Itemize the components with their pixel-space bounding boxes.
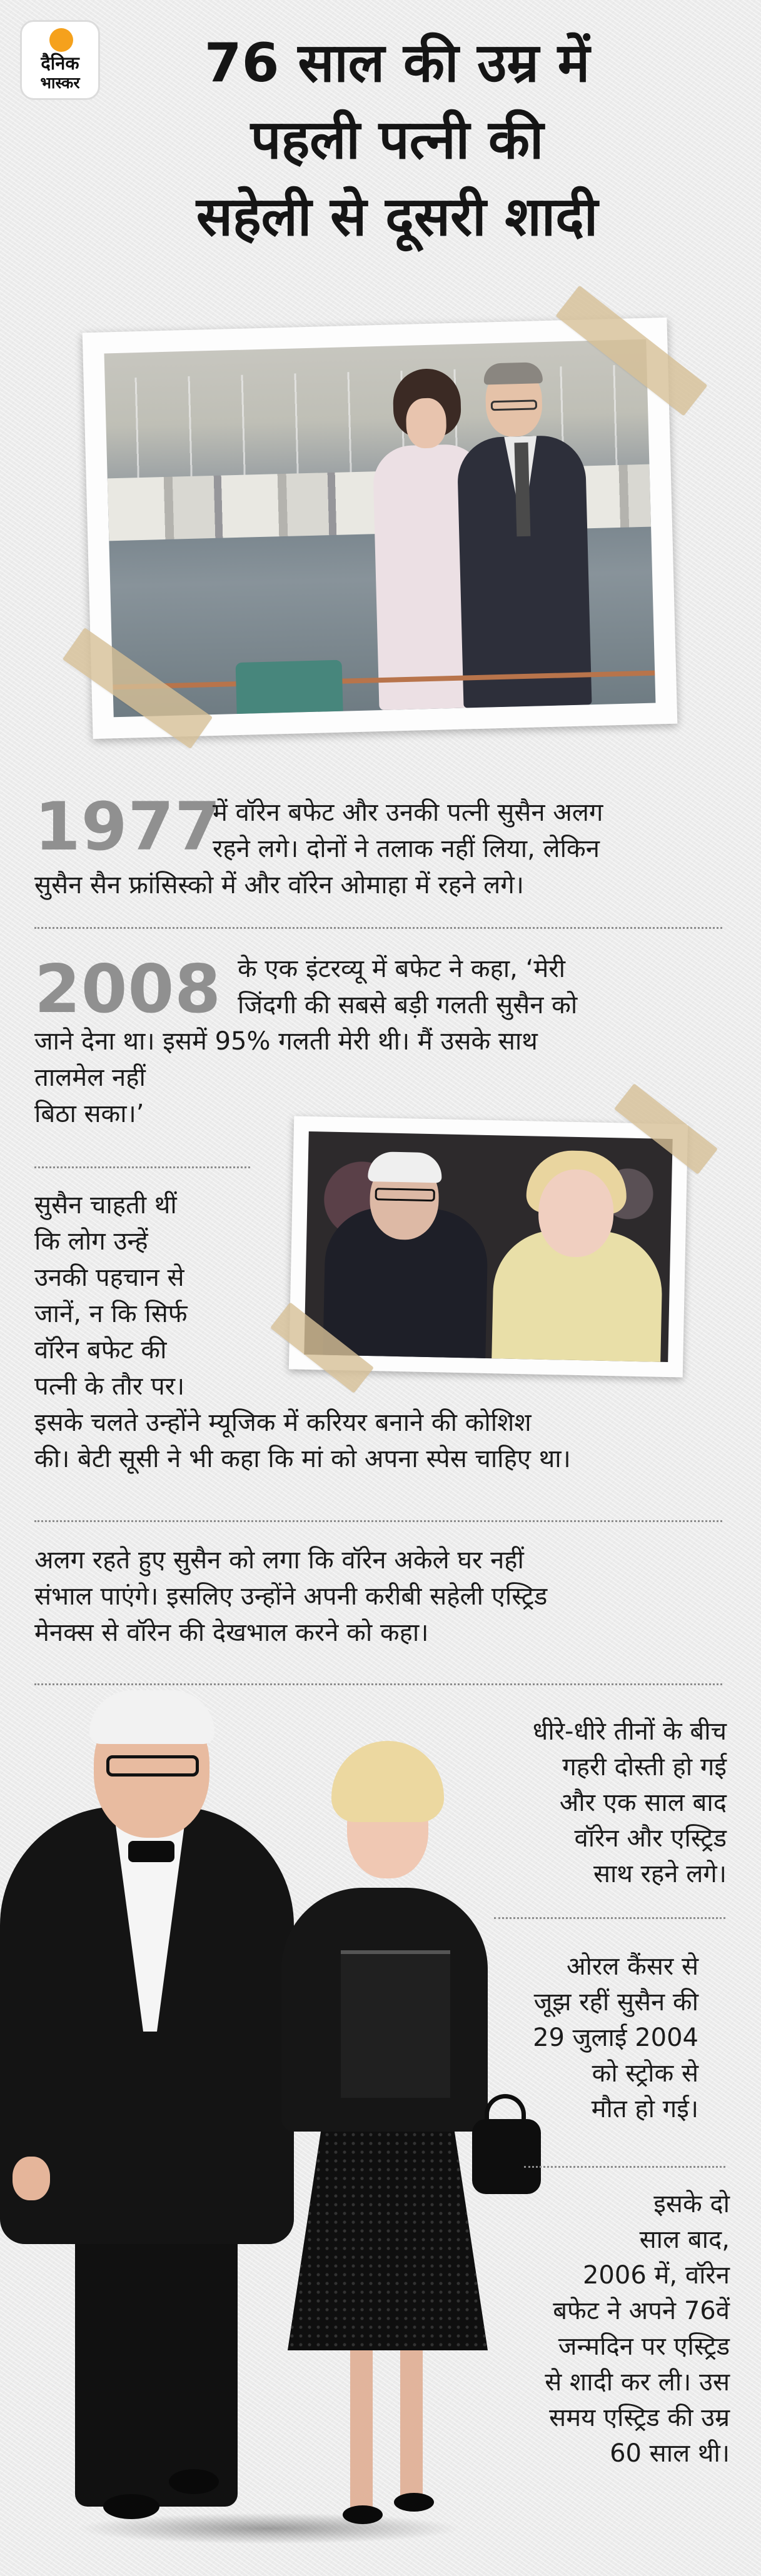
text-marriage-line3: 2006 में, वॉरेन [582,2261,730,2290]
man-glasses [491,399,537,411]
headline-line1: 76 साल की उम्र में [204,32,590,94]
headline-line3: सहेली से दूसरी शादी [196,186,598,248]
chair [236,660,343,714]
woman-face [538,1169,615,1258]
photo-warren-susan-marina [83,318,678,739]
photo-image [104,339,656,717]
text-2008-line3: जाने देना था। इसमें 95% गलती मेरी थी। मैं उसके साथ [34,1027,538,1056]
woman-skirt [288,2113,488,2350]
divider [494,1917,725,1919]
text-astrid-line1: अलग रहते हुए सुसैन को लगा कि वॉरेन अकेले घर नहीं [34,1546,524,1575]
text-friendship-line4: वॉरेन और एस्ट्रिड [574,1824,727,1853]
man-tie [514,443,530,537]
man-glasses [106,1755,199,1777]
man-hair [89,1690,214,1744]
divider [34,1166,250,1168]
headline-line2: पहली पत्नी की [250,109,544,171]
text-marriage [461,2187,730,2472]
man-shoe [169,2469,219,2494]
text-2008-line5: बिठा सका।’ [34,1100,144,1128]
text-marriage-line1: इसके दो [653,2190,730,2218]
man-hand [13,2157,50,2200]
divider [34,1520,722,1522]
text-career-line7: इसके चलते उन्होंने म्यूजिक में करियर बनाने की कोशिश [34,1408,532,1437]
woman-shoe [343,2505,383,2524]
text-friendship-line1: धीरे-धीरे तीनों के बीच [532,1717,727,1746]
sun-icon [49,28,73,52]
bow-tie [128,1841,174,1862]
text-friendship-line5: साथ रहने लगे। [593,1860,727,1888]
text-career-line2: कि लोग उन्हें [34,1227,148,1256]
photo-warren-susan-event [289,1116,688,1377]
logo-text-line1: दैनिक [41,53,79,74]
year-1977: 1977 [34,788,222,865]
text-death-line1: ओरल कैंसर से [567,1952,698,1981]
text-death-line4: को स्ट्रोक से [592,2059,698,2088]
text-1977-line1: में वॉरेन बफेट और उनकी पत्नी सुसैन अलग [213,798,603,827]
headline [81,25,713,256]
handbag [472,2119,541,2194]
text-career-line5: वॉरेन बफेट की [34,1336,167,1365]
text-career-line1: सुसैन चाहती थीं [34,1191,177,1220]
man-shoe [103,2494,159,2519]
text-death-line5: मौत हो गई। [591,2095,698,2123]
woman-leg [350,2344,373,2513]
text-1977-line2: रहने लगे। दोनों ने तलाक नहीं लिया, लेकिन [213,834,600,863]
text-marriage-line8: 60 साल थी। [610,2439,730,2468]
text-career-line4: जानें, न कि सिर्फ [34,1300,188,1328]
text-career-line6: पत्नी के तौर पर। [34,1372,185,1401]
man-glasses [375,1188,435,1201]
text-career-line8: की। बेटी सूसी ने भी कहा कि मां को अपना स्पेस चाहिए था। [34,1445,571,1473]
text-career-line3: उनकी पहचान से [34,1263,184,1292]
text-marriage-line4: बफेट ने अपने 76वें [553,2297,730,2325]
text-friendship-line2: गहरी दोस्ती हो गई [562,1753,727,1782]
divider [34,927,722,929]
text-astrid-line3: मेनक्स से वॉरेन की देखभाल करने को कहा। [34,1618,429,1647]
logo-text-line2: भास्कर [40,74,80,92]
text-astrid-line2: संभाल पाएंगे। इसलिए उन्होंने अपनी करीबी सहेली एस्ट्रिड [34,1582,548,1611]
text-2008-line2: जिंदगी की सबसे बड़ी गलती सुसैन को [238,991,578,1020]
photo-image [304,1131,672,1362]
year-2008: 2008 [34,951,222,1028]
woman-top [341,1950,450,2098]
text-friendship [376,1714,727,1892]
man-legs [75,2219,238,2507]
text-2008-line1: के एक इंटरव्यू में बफेट ने कहा, ‘मेरी [238,955,565,983]
text-friendship-line3: और एक साल बाद [559,1788,727,1817]
text-marriage-line5: जन्मदिन पर एस्ट्रिड [558,2332,730,2361]
text-death [448,1949,698,2127]
man-hair [483,362,543,384]
text-death-line2: जूझ रहीं सुसैन की [533,1988,698,2017]
woman-leg [400,2344,423,2500]
text-2008-line4: तालमेल नहीं [34,1063,146,1092]
text-marriage-line7: समय एस्ट्रिड की उम्र [549,2403,730,2432]
text-marriage-line6: से शादी कर ली। उस [545,2368,730,2397]
woman-face [406,398,447,449]
woman-shoe [394,2493,434,2512]
text-1977-line3: सुसैन सैन फ्रांसिस्को में और वॉरेन ओमाहा में रहने लगे। [34,871,524,900]
text-death-line3: 29 जुलाई 2004 [533,2023,698,2052]
divider [524,2166,725,2168]
text-marriage-line2: साल बाद, [639,2225,730,2254]
